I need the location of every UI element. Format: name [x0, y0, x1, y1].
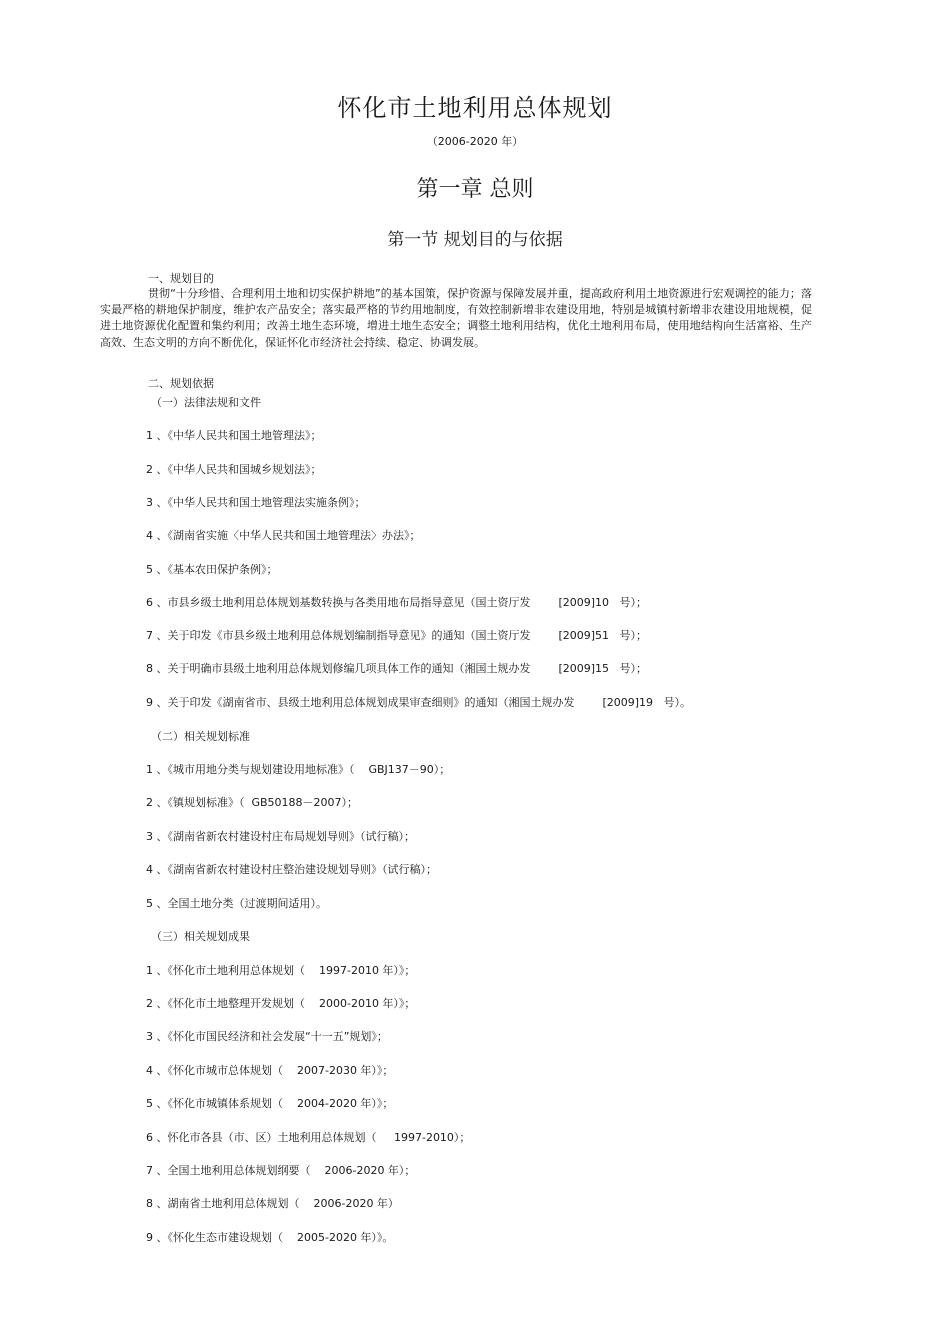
list-item: 1 、《怀化市土地利用总体规划（ 1997-2010 年）》；	[146, 964, 416, 977]
group-heading-laws: （一）法律法规和文件	[151, 396, 261, 409]
list-item: 5 、《怀化市城镇体系规划（ 2004-2020 年）》；	[146, 1097, 394, 1110]
basis-heading: 二、规划依据	[148, 377, 214, 390]
group-heading-standards: （二）相关规划标准	[151, 730, 250, 743]
list-item: 6 、怀化市各县（市、区）土地利用总体规划（ 1997-2010）；	[146, 1131, 471, 1144]
list-item: 7 、全国土地利用总体规划纲要（ 2006-2020 年）；	[146, 1164, 416, 1177]
purpose-paragraph: 贯彻“十分珍惜、合理利用土地和切实保护耕地”的基本国策，保护资源与保障发展并重，提高政府利用土地资源进行宏观调控的能力；落实最严格的耕地保护制度，维护农产品安全；落实最严格的节约用地制度，有效控制新增非农建设用地，特别是城镇村新增非农建设用地规模，促进土地资源优化配置和集约利用；改善土地生态环境，增进土地生态安全；调整土地利用结构，优化土地利用布局，使用地结构向生活富裕、生产高效、生态文明的方向不断优化，保证怀化市经济社会持续、稳定、协调发展。	[100, 287, 812, 349]
chapter-heading: 第一章 总则	[416, 177, 534, 202]
section-heading: 第一节 规划目的与依据	[387, 230, 563, 250]
list-item: 9 、关于印发《湖南省市、县级土地利用总体规划成果审查细则》的通知（湘国土规办发 [2009]19 号）。	[146, 696, 692, 709]
purpose-heading: 一、规划目的	[148, 272, 214, 285]
list-item: 1 、《城市用地分类与规划建设用地标准》（ GBJ137－90）；	[146, 763, 451, 776]
group-heading-plans: （三）相关规划成果	[151, 930, 250, 943]
list-item: 6 、市县乡级土地利用总体规划基数转换与各类用地布局指导意见（国土资厅发 [2009]10 号）；	[146, 596, 648, 609]
list-item: 4 、《怀化市城市总体规划（ 2007-2030 年）》；	[146, 1064, 394, 1077]
list-item: 5 、《基本农田保护条例》；	[146, 563, 278, 576]
list-item: 5 、全国土地分类（过渡期间适用）。	[146, 897, 327, 910]
list-item: 3 、《湖南省新农村建设村庄布局规划导则》（试行稿）；	[146, 830, 415, 843]
list-item: 4 、《湖南省实施〈中华人民共和国土地管理法〉办法》；	[146, 529, 421, 542]
list-item: 9 、《怀化生态市建设规划（ 2005-2020 年）》。	[146, 1231, 394, 1244]
document-title: 怀化市土地利用总体规划	[337, 94, 613, 122]
list-item: 1 、《中华人民共和国土地管理法》；	[146, 429, 322, 442]
list-item: 7 、关于印发《市县乡级土地利用总体规划编制指导意见》的通知（国土资厅发 [2009]51 号）；	[146, 629, 648, 642]
list-item: 3 、《中华人民共和国土地管理法实施条例》；	[146, 496, 366, 509]
list-item: 8 、湖南省土地利用总体规划（ 2006-2020 年）	[146, 1197, 399, 1210]
list-item: 2 、《中华人民共和国城乡规划法》；	[146, 463, 322, 476]
list-item: 2 、《怀化市土地整理开发规划（ 2000-2010 年）》；	[146, 997, 416, 1010]
list-item: 3 、《怀化市国民经济和社会发展“十一五”规划》；	[146, 1030, 388, 1043]
list-item: 2 、《镇规划标准》（ GB50188－2007）；	[146, 796, 359, 809]
list-item: 4 、《湖南省新农村建设村庄整治建设规划导则》（试行稿）；	[146, 863, 437, 876]
document-years: （2006-2020 年）	[426, 135, 524, 148]
list-item: 8 、关于明确市县级土地利用总体规划修编几项具体工作的通知（湘国土规办发 [2009]15 号）；	[146, 662, 648, 675]
